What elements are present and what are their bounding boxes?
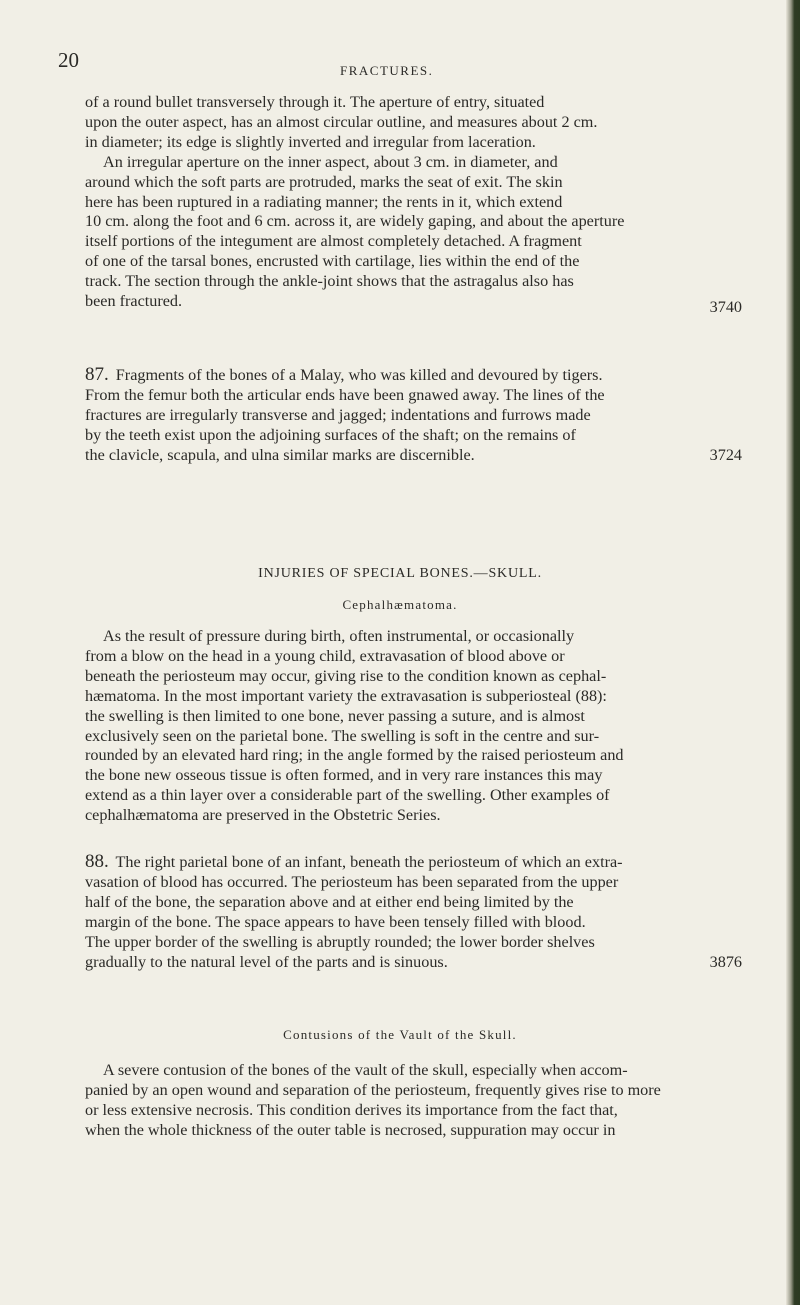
specimen-number: 87. [85, 364, 109, 385]
text-line: An irregular aperture on the inner aspect, about 3 cm. in diameter, and [103, 152, 558, 171]
text-line: of one of the tarsal bones, encrusted with cartilage, lies within the end of the [85, 252, 580, 271]
page-number: 20 [58, 48, 79, 72]
specimen-88-entry [85, 852, 742, 972]
text-line-end: gradually to the natural level of the parts and is sinuous. [85, 952, 448, 971]
text-line [85, 446, 742, 466]
text-line [85, 292, 742, 317]
text-line: in diameter; its edge is slightly inverted and irregular from laceration. [85, 132, 536, 151]
subheading-cephalhaematoma: Cephalhæmatoma. [342, 597, 458, 612]
text-line: track. The section through the ankle-joint shows that the astragalus also has [85, 272, 574, 291]
running-head: FRACTURES. [340, 63, 434, 78]
text-line: 10 cm. along the foot and 6 cm. across it, are widely gaping, and about the aperture [85, 212, 625, 231]
text-line: hæmatoma. In the most important variety the extravasation is subperiosteal (88): [85, 686, 607, 705]
specimen-87-entry [85, 365, 742, 466]
text-line [85, 953, 742, 973]
text-line: half of the bone, the separation above and at either end being limited by the [85, 892, 574, 911]
text-line: From the femur both the articular ends have been gnawed away. The lines of the [85, 385, 605, 404]
text-line: beneath the periosteum may occur, giving rise to the condition known as cephal- [85, 666, 607, 685]
section-heading: INJURIES OF SPECIAL BONES.—SKULL. [258, 566, 542, 581]
catalogue-reference: 3724 [709, 445, 742, 464]
text-line [85, 852, 742, 873]
text-line-body: The right parietal bone of an infant, beneath the periosteum of which an extra- [115, 853, 623, 871]
text-line: vasation of blood has occurred. The periosteum has been separated from the upper [85, 872, 619, 891]
text-line: when the whole thickness of the outer table is necrosed, suppuration may occur in [85, 1120, 616, 1139]
catalogue-reference: 3740 [709, 298, 742, 317]
specimen-number: 88. [85, 851, 109, 872]
paragraph-cephalhaematoma [85, 627, 742, 826]
text-line: here has been ruptured in a radiating manner; the rents in it, which extend [85, 192, 563, 211]
text-line: upon the outer aspect, has an almost circular outline, and measures about 2 cm. [85, 112, 598, 131]
text-line: or less extensive necrosis. This condition derives its importance from the fact that, [85, 1100, 618, 1119]
text-line: A severe contusion of the bones of the vault of the skull, especially when accom- [103, 1061, 628, 1079]
page-edge-shadow [786, 0, 800, 1305]
text-line: The upper border of the swelling is abruptly rounded; the lower border shelves [85, 932, 595, 951]
text-line: panied by an open wound and separation of the periosteum, frequently gives rise to more [85, 1080, 661, 1099]
text-line: itself portions of the integument are almost completely detached. A fragment [85, 232, 582, 251]
text-line: by the teeth exist upon the adjoining surfaces of the shaft; on the remains of [85, 425, 576, 444]
text-line: from a blow on the head in a young child, extravasation of blood above or [85, 646, 565, 665]
text-line-end: the clavicle, scapula, and ulna similar marks are discernible. [85, 445, 475, 464]
text-line: rounded by an elevated hard ring; in the angle formed by the raised periosteum and [85, 746, 624, 765]
catalogue-reference: 3876 [709, 952, 742, 971]
text-line: extend as a thin layer over a considerable part of the swelling. Other examples of [85, 786, 610, 805]
text-line: margin of the bone. The space appears to have been tensely filled with blood. [85, 912, 586, 931]
subheading-contusions: Contusions of the Vault of the Skull. [283, 1027, 517, 1042]
text-line-end: been fractured. [85, 292, 183, 311]
text-line: As the result of pressure during birth, often instrumental, or occasionally [103, 627, 575, 645]
text-line: exclusively seen on the parietal bone. The swelling is soft in the centre and sur- [85, 726, 600, 745]
text-line: fractures are irregularly transverse and jagged; indentations and furrows made [85, 405, 591, 424]
paragraph-continuation [85, 93, 742, 318]
text-line [85, 365, 742, 386]
text-line-body: Fragments of the bones of a Malay, who was killed and devoured by tigers. [115, 366, 603, 384]
text-line: around which the soft parts are protruded, marks the seat of exit. The skin [85, 172, 563, 191]
text-line: cephalhæmatoma are preserved in the Obstetric Series. [85, 806, 441, 825]
paragraph-contusions [85, 1061, 742, 1141]
text-line: of a round bullet transversely through it. The aperture of entry, situated [85, 93, 545, 111]
text-line: the swelling is then limited to one bone, never passing a suture, and is almost [85, 706, 585, 725]
text-line: the bone new osseous tissue is often formed, and in very rare instances this may [85, 766, 603, 785]
